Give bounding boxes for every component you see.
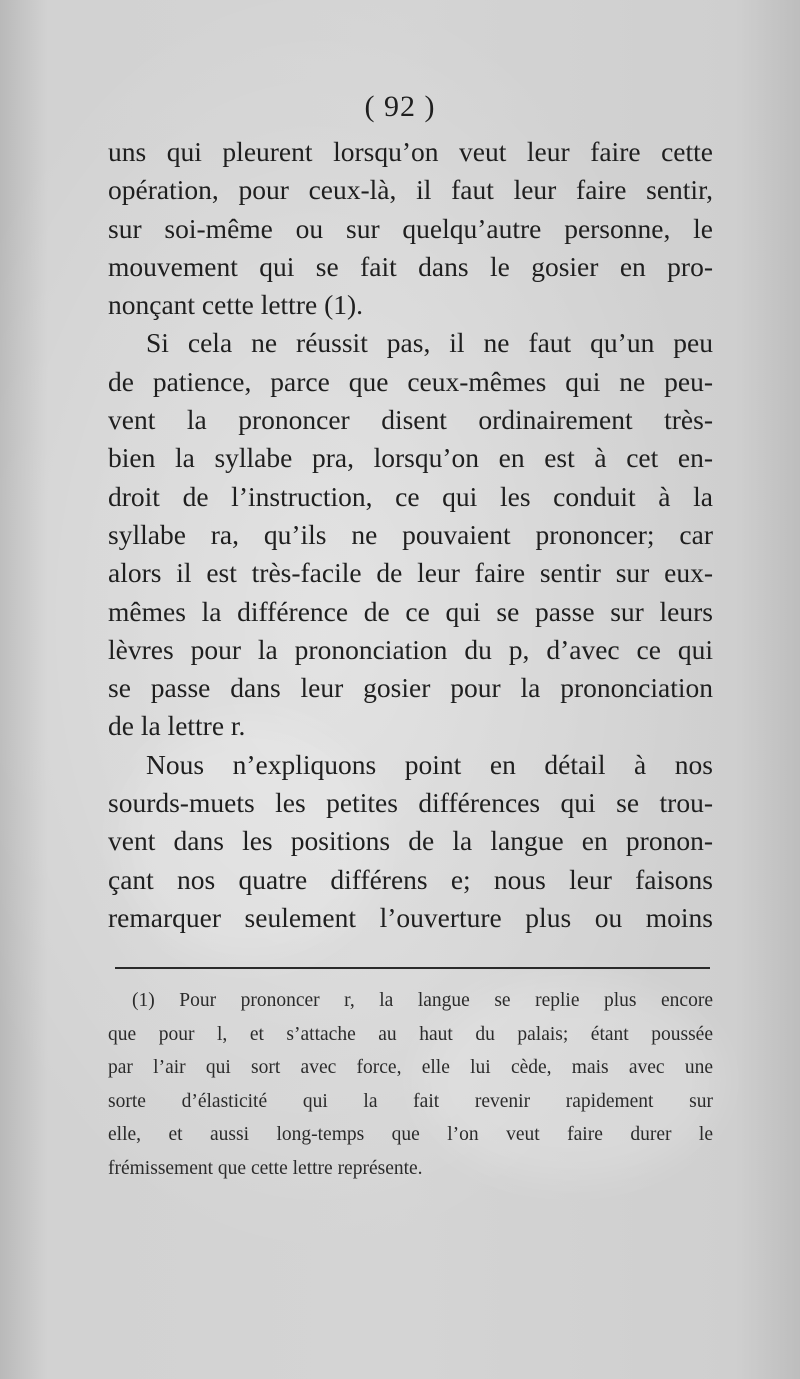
text-line: de patience, parce que ceux-mêmes qui ne peu- bbox=[108, 365, 713, 397]
text-line: vent la prononcer disent ordinairement très- bbox=[108, 404, 713, 436]
text-line: Si cela ne réussit pas, il ne faut qu’un peu bbox=[146, 327, 713, 359]
text-line: Nous n’expliquons point en détail à nos bbox=[146, 748, 713, 780]
footnote-divider bbox=[115, 967, 710, 969]
text-line: sur soi-même ou sur quelqu’autre personne, le bbox=[108, 212, 713, 244]
text-line: syllabe ra, qu’ils ne pouvaient prononcer; car bbox=[108, 518, 713, 550]
page-number: ( 92 ) bbox=[364, 90, 436, 123]
text-line: çant nos quatre différens e; nous leur faisons bbox=[108, 863, 713, 895]
body-text bbox=[108, 133, 713, 937]
text-line: alors il est très-facile de leur faire sentir sur eux- bbox=[108, 557, 713, 589]
text-line: lèvres pour la prononciation du p, d’avec ce qui bbox=[108, 633, 713, 665]
footnote-line: frémissement que cette lettre représente. bbox=[108, 1157, 423, 1179]
footnote-line: par l’air qui sort avec force, elle lui cède, mais avec une bbox=[108, 1057, 713, 1078]
text-line: remarquer seulement l’ouverture plus ou moins bbox=[108, 901, 713, 933]
text-line: nonçant cette lettre (1). bbox=[108, 289, 364, 321]
text-line: uns qui pleurent lorsqu’on veut leur faire cette bbox=[108, 136, 713, 167]
footnote bbox=[108, 984, 713, 1185]
text-line: opération, pour ceux-là, il faut leur faire sentir, bbox=[108, 174, 713, 206]
text-line: se passe dans leur gosier pour la prononciation bbox=[108, 672, 713, 704]
text-line: vent dans les positions de la langue en pronon- bbox=[108, 825, 713, 857]
text-line: de la lettre r. bbox=[108, 710, 246, 742]
footnote-line: sorte d’élasticité qui la fait revenir rapidement sur bbox=[108, 1090, 713, 1112]
footnote-line: (1) Pour prononcer r, la langue se replie plus encore bbox=[132, 990, 713, 1011]
text-line: bien la syllabe pra, lorsqu’on en est à cet en- bbox=[108, 442, 713, 474]
text-line: sourds-muets les petites différences qui se trou- bbox=[108, 787, 713, 819]
footnote-line: elle, et aussi long-temps que l’on veut faire durer le bbox=[108, 1124, 713, 1145]
text-line: mouvement qui se fait dans le gosier en pro- bbox=[108, 250, 713, 282]
text-line: droit de l’instruction, ce qui les conduit à la bbox=[108, 480, 713, 512]
text-line: mêmes la différence de ce qui se passe sur leurs bbox=[108, 595, 713, 627]
footnote-line: que pour l, et s’attache au haut du palais; étant poussée bbox=[108, 1023, 713, 1045]
